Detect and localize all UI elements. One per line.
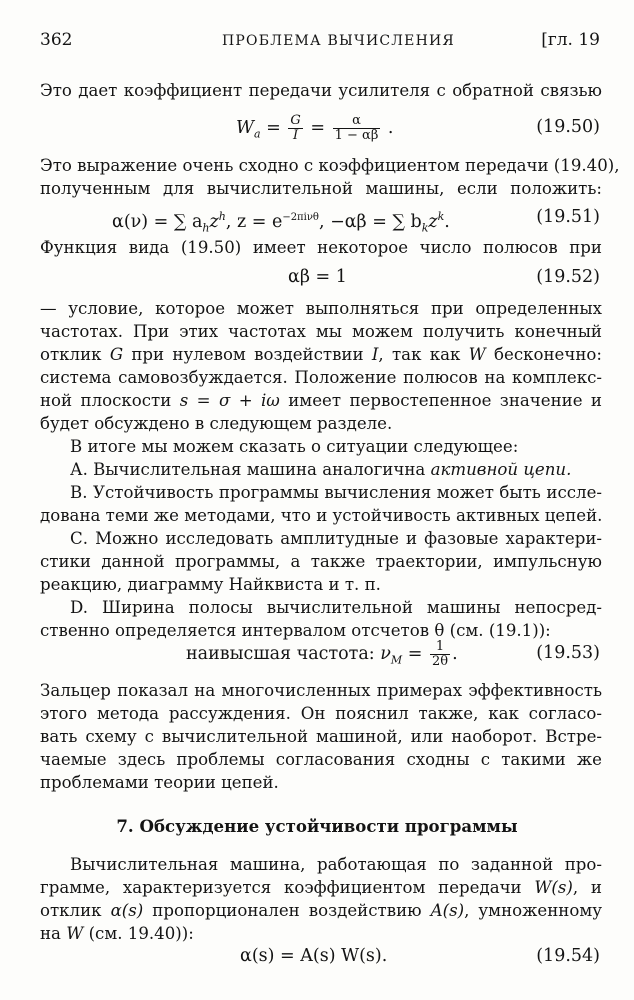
equation-number: (19.50) <box>536 117 600 137</box>
fraction-g-over-i: $\frac{G}{I}$ <box>290 113 301 143</box>
text-line: отклик α(s) пропорционален воздействию A(s), умноженному <box>40 901 602 920</box>
text-line: Вычислительная машина, работающая по заданной про- <box>70 855 602 874</box>
text-line: этого метода рассуждения. Он пояснил также, как согласо- <box>40 704 602 723</box>
text-line: полученным для вычислительной машины, если положить: <box>40 179 602 198</box>
text-line: вать схему с вычислительной машиной, или наоборот. Встре- <box>40 727 602 746</box>
text-line: частотах. При этих частотах мы можем получить конечный <box>40 322 602 341</box>
equation-19-53: наивысшая частота: $\nu_M$ = $\frac{1}{2\theta}$ . <box>186 639 458 669</box>
text-line: Функция вида (19.50) имеет некоторое число полюсов при <box>40 238 602 257</box>
equation-number: (19.53) <box>536 643 600 663</box>
text-line: Это дает коэффициент передачи усилителя с обратной связью <box>40 81 602 100</box>
list-item-c: С. Можно исследовать амплитудные и фазовые характери- <box>70 529 602 548</box>
running-title: ПРОБЛЕМА ВЫЧИСЛЕНИЯ <box>222 33 455 49</box>
equation-number: (19.52) <box>536 267 600 287</box>
equation-19-54: α(s) = A(s) W(s). <box>240 946 388 966</box>
text-line: Это выражение очень сходно с коэффициентом передачи (19.40), <box>40 156 620 175</box>
list-item-b: В. Устойчивость программы вычисления может быть иссле- <box>70 483 602 502</box>
list-item-a: А. Вычислительная машина аналогична активной цепи. <box>70 460 572 479</box>
text-line: ной плоскости s = σ + iω имеет первостепенное значение и <box>40 391 602 410</box>
equation-number: (19.51) <box>536 207 600 227</box>
equation-19-50: $W_a$ = $\frac{G}{I}$ = $\frac{\alpha}{1 - \alpha\beta}$ . <box>236 113 394 143</box>
section-heading: 7. Обсуждение устойчивости программы <box>116 816 518 836</box>
text-line: — условие, которое может выполняться при определенных <box>40 299 602 318</box>
equation-19-51: α(ν) = ∑ $a_hz^h$, $z = e^{-2\pi i\nu\theta}$, −αβ = ∑ $b_kz^k$. <box>112 210 450 235</box>
page-number: 362 <box>40 30 73 50</box>
equation-number: (19.54) <box>536 946 600 966</box>
text-line: дована теми же методами, что и устойчивость активных цепей. <box>40 506 603 525</box>
text-line: ственно определяется интервалом отсчетов θ (см. (19.1)): <box>40 621 551 640</box>
chapter-marker: [гл. 19 <box>541 30 600 50</box>
equation-19-52: αβ = 1 <box>288 267 347 287</box>
text-line: грамме, характеризуется коэффициентом передачи W(s), и <box>40 878 602 897</box>
fraction-alpha-over-1-minus-alphabeta: $\frac{\alpha}{1 - \alpha\beta}$ <box>334 113 379 143</box>
text-line: проблемами теории цепей. <box>40 773 279 792</box>
text-line: стики данной программы, а также траектории, импульсную <box>40 552 602 571</box>
fraction-1-over-2theta: $\frac{1}{2\theta}$ <box>431 639 449 669</box>
text-line: на W (см. 19.40)): <box>40 924 194 943</box>
text-line: Зальцер показал на многочисленных примерах эффективность <box>40 681 602 700</box>
text-line: отклик G при нулевом воздействии I, так как W бесконечно: <box>40 345 602 364</box>
list-item-d: D. Ширина полосы вычислительной машины непосред- <box>70 598 602 617</box>
text-line: будет обсуждено в следующем разделе. <box>40 414 393 433</box>
text-line: реакцию, диаграмму Найквиста и т. п. <box>40 575 381 594</box>
text-line: В итоге мы можем сказать о ситуации следующее: <box>70 437 519 456</box>
text-line: система самовозбуждается. Положение полюсов на комплекс- <box>40 368 602 387</box>
text-line: чаемые здесь проблемы согласования сходны с такими же <box>40 750 602 769</box>
